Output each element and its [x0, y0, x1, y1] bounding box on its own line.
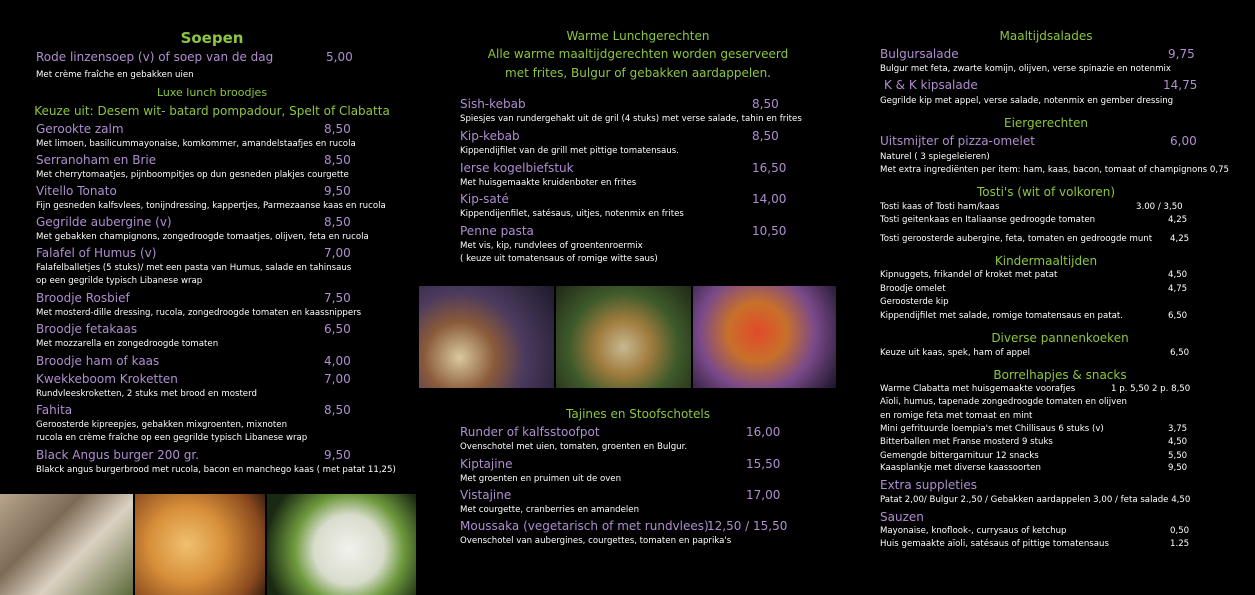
wrap-photo: [556, 286, 691, 388]
menu-item-desc: Falafelballetjes (5 stuks)/ met een pasta van Humus, salade en tahinsaus: [36, 263, 352, 273]
pannenkoeken-text: Keuze uit kaas, spek, ham of appel: [880, 348, 1031, 358]
menu-item-price: 16,50: [752, 161, 787, 175]
tajines-heading: Tajines en Stoofschotels: [566, 407, 710, 421]
tajine-item-price: 17,00: [746, 488, 781, 502]
borrelhapjes-heading: Borrelhapjes & snacks: [993, 368, 1127, 382]
menu-item-desc-2: op een gegrilde typisch Libanese wrap: [36, 276, 203, 286]
menu-item-price: 8,50: [324, 215, 351, 229]
kinder-item-text: Kippendijfilet met salade, romige tomatensaus en patat.: [880, 311, 1123, 321]
menu-item-price: 8,50: [324, 403, 351, 417]
kinder-item-price: 4,75: [1168, 284, 1188, 294]
eiergerechten-heading: Eiergerechten: [1004, 116, 1088, 130]
menu-item-name: Falafel of Humus (v): [36, 246, 157, 260]
menu-item-price: 7,00: [324, 246, 351, 260]
menu-item-desc: Kippendijfilet van de grill met pittige tomatensaus.: [460, 146, 679, 156]
kinder-item-text: Geroosterde kip: [880, 297, 949, 307]
menu-item-desc: Fijn gesneden kalfsvlees, tonijndressing, kappertjes, Parmezaanse kaas en rucola: [36, 201, 386, 211]
tajine-item-name: Vistajine: [460, 488, 512, 502]
menu-item-name: Ierse kogelbiefstuk: [460, 161, 574, 175]
borrel-item-text: Gemengde bittergarnituur 12 snacks: [880, 451, 1039, 461]
pannenkoeken-price: 6,50: [1170, 348, 1190, 358]
menu-item-desc: Blakck angus burgerbrood met rucola, bacon en manchego kaas ( met patat 11,25): [36, 465, 396, 475]
sandwich-photo: [0, 494, 133, 595]
kindermaaltijden-heading: Kindermaaltijden: [994, 254, 1098, 268]
tosti-item-text: Tosti geroosterde aubergine, feta, tomaten en gedroogde munt: [880, 234, 1153, 244]
tosti-item-text: Tosti kaas of Tosti ham/kaas: [880, 202, 1000, 212]
rode-linzensoep-name: Rode linzensoep (v) of soep van de dag: [36, 50, 274, 64]
menu-item-desc: Kippendijenfilet, satésaus, uitjes, notenmix en frites: [460, 209, 684, 219]
borrel-aioli-text: Aïoli, humus, tapenade zongedroogde tomaten en olijven: [880, 397, 1127, 407]
kinder-item-text: Broodje omelet: [880, 284, 946, 294]
menu-item-desc: Met vis, kip, rundvlees of groentenroermix: [460, 241, 643, 251]
kinder-item-price: 4,50: [1168, 270, 1188, 280]
borrel-item-text: Bitterballen met Franse mosterd 9 stuks: [880, 437, 1053, 447]
tajine-item-desc: Met courgette, cranberries en amandelen: [460, 505, 640, 515]
menu-item-desc: Rundvleeskroketten, 2 stuks met brood en mosterd: [36, 389, 257, 399]
pizza-photo: [135, 494, 265, 595]
menu-item-desc: Spiesjes van rundergehakt uit de gril (4 stuks) met verse salade, tahin en frites: [460, 114, 802, 124]
soepen-heading: Soepen: [180, 29, 244, 47]
menu-item-name: Penne pasta: [460, 224, 534, 238]
saus-item-text: Huis gemaakte aïoli, satésaus of pittige tomatensaus: [880, 539, 1109, 549]
borrel-clabatta-text: Warme Clabatta met huisgemaakte voorafjes: [880, 384, 1076, 394]
saus-item-text: Mayonaise, knoflook-, currysaus of ketchup: [880, 526, 1067, 536]
borrel-item-price: 9,50: [1168, 463, 1188, 473]
menu-item-desc-2: ( keuze uit tomatensaus of romige witte saus): [460, 254, 658, 264]
keuze-brood-heading: Keuze uit: Desem wit- batard pompadour, Spelt of Clabatta: [34, 104, 390, 118]
menu-item-desc: Met gebakken champignons, zongedroogde tomaatjes, olijven, feta en rucola: [36, 232, 369, 242]
tosti-item-text: Tosti geitenkaas en Italiaanse gedroogde tomaten: [880, 215, 1096, 225]
warme-sub2: met frites, Bulgur of gebakken aardappelen.: [505, 66, 771, 80]
tajine-item-price: 12,50 / 15,50: [707, 519, 788, 533]
maaltijdsalades-heading: Maaltijdsalades: [999, 29, 1093, 43]
kk-kipsalade-desc: Gegrilde kip met appel, verse salade, notenmix en gember dressing: [880, 96, 1174, 106]
warme-sub1: Alle warme maaltijdgerechten worden geserveerd: [487, 47, 789, 61]
menu-item-name: Vitello Tonato: [36, 184, 117, 198]
menu-item-name: Gegrilde aubergine (v): [36, 215, 172, 229]
menu-item-name: Kip-saté: [460, 192, 509, 206]
menu-item-name: Gerookte zalm: [36, 122, 124, 136]
tajine-item-desc: Ovenschotel met uien, tomaten, groenten en Bulgur.: [460, 442, 688, 452]
saus-item-price: 1.25: [1170, 539, 1190, 549]
menu-item-price: 14,00: [752, 192, 787, 206]
borrel-feta-text: en romige feta met tomaat en mint: [880, 411, 1033, 421]
fruit-plate-photo: [693, 286, 836, 388]
warme-lunch-heading: Warme Lunchgerechten: [566, 29, 710, 43]
menu-item-desc: Geroosterde kipreepjes, gebakken mixgroenten, mixnoten: [36, 420, 288, 430]
borrel-item-text: Mini gefrituurde loempia's met Chillisaus 6 stuks (v): [880, 424, 1104, 434]
menu-item-price: 10,50: [752, 224, 787, 238]
menu-item-price: 8,50: [324, 122, 351, 136]
kk-kipsalade-price: 14,75: [1163, 78, 1198, 92]
menu-item-desc: Met cherrytomaatjes, pijnboompitjes op dun gesneden plakjes courgette: [36, 170, 349, 180]
uitsmijter-desc1: Naturel ( 3 spiegeleieren): [880, 152, 990, 162]
menu-item-name: Sish-kebab: [460, 97, 526, 111]
menu-item-desc: Met mozzarella en zongedroogde tomaten: [36, 339, 219, 349]
tajine-item-name: Kiptajine: [460, 457, 513, 471]
menu-item-name: Kip-kebab: [460, 129, 520, 143]
borrel-item-price: 3,75: [1168, 424, 1188, 434]
bulgursalade-price: 9,75: [1168, 47, 1195, 61]
menu-item-name: Broodje ham of kaas: [36, 354, 160, 368]
buffet-photo: [419, 286, 554, 388]
rode-linzensoep-desc: Met crème fraîche en gebakken uien: [36, 70, 194, 80]
menu-item-price: 9,50: [324, 448, 351, 462]
menu-item-price: 7,00: [324, 372, 351, 386]
bulgursalade-name: Bulgursalade: [880, 47, 959, 61]
menu-item-name: Broodje Rosbief: [36, 291, 130, 305]
extra-suppleties-heading: Extra suppleties: [880, 478, 977, 492]
menu-item-price: 9,50: [324, 184, 351, 198]
borrel-item-text: Kaasplankje met diverse kaassoorten: [880, 463, 1041, 473]
tosti-item-price: 3.00 / 3,50: [1136, 202, 1183, 212]
menu-item-desc: Met limoen, basilicummayonaise, komkommer, amandelstaafjes en rucola: [36, 139, 356, 149]
menu-item-desc: Met huisgemaakte kruidenboter en frites: [460, 178, 637, 188]
menu-item-name: Serranoham en Brie: [36, 153, 157, 167]
menu-item-price: 6,50: [324, 322, 351, 336]
sauzen-heading: Sauzen: [880, 510, 924, 524]
menu-item-price: 8,50: [324, 153, 351, 167]
salad-photo: [267, 494, 416, 595]
tosti-item-price: 4,25: [1168, 215, 1188, 225]
uitsmijter-price: 6,00: [1170, 134, 1197, 148]
pannenkoeken-heading: Diverse pannenkoeken: [991, 331, 1129, 345]
kinder-item-price: 6,50: [1168, 311, 1188, 321]
tosti-item-price: 4,25: [1170, 234, 1190, 244]
tosti-heading: Tosti's (wit of volkoren): [977, 185, 1115, 199]
menu-item-price: 8,50: [752, 129, 779, 143]
menu-item-desc-2: rucola en crème fraîche op een gegrilde typisch Libanese wrap: [36, 433, 308, 443]
kinder-item-text: Kipnuggets, frikandel of kroket met patat: [880, 270, 1058, 280]
menu-item-price: 7,50: [324, 291, 351, 305]
tajine-item-desc: Met groenten en pruimen uit de oven: [460, 474, 622, 484]
uitsmijter-desc2: Met extra ingrediënten per item: ham, kaas, bacon, tomaat of champignons 0,75: [880, 165, 1230, 175]
borrel-item-price: 4,50: [1168, 437, 1188, 447]
extra-suppleties-text: Patat 2,00/ Bulgur 2.,50 / Gebakken aardappelen 3,00 / feta salade 4,50: [880, 495, 1191, 505]
menu-item-price: 4,00: [324, 354, 351, 368]
saus-item-price: 0,50: [1170, 526, 1190, 536]
menu-item-name: Broodje fetakaas: [36, 322, 138, 336]
menu-item-name: Black Angus burger 200 gr.: [36, 448, 200, 462]
bulgursalade-desc: Bulgur met feta, zwarte komijn, olijven, verse spinazie en notenmix: [880, 64, 1171, 74]
tajine-item-price: 15,50: [746, 457, 781, 471]
tajine-item-price: 16,00: [746, 425, 781, 439]
uitsmijter-name: Uitsmijter of pizza-omelet: [880, 134, 1035, 148]
rode-linzensoep-price: 5,00: [326, 50, 353, 64]
menu-item-price: 8,50: [752, 97, 779, 111]
menu-item-name: Kwekkeboom Kroketten: [36, 372, 178, 386]
kk-kipsalade-name: K & K kipsalade: [884, 78, 978, 92]
menu-item-name: Fahita: [36, 403, 73, 417]
borrel-clabatta-price: 1 p. 5,50 2 p. 8,50: [1111, 384, 1191, 394]
menu-item-desc: Met mosterd-dille dressing, rucola, zongedroogde tomaten en kaassnippers: [36, 308, 362, 318]
tajine-item-name: Runder of kalfsstoofpot: [460, 425, 600, 439]
luxe-lunch-heading: Luxe lunch broodjes: [156, 86, 268, 99]
tajine-item-name: Moussaka (vegetarisch of met rundvlees): [460, 519, 709, 533]
tajine-item-desc: Ovenschotel van aubergines, courgettes, tomaten en paprika's: [460, 536, 732, 546]
borrel-item-price: 5,50: [1168, 451, 1188, 461]
